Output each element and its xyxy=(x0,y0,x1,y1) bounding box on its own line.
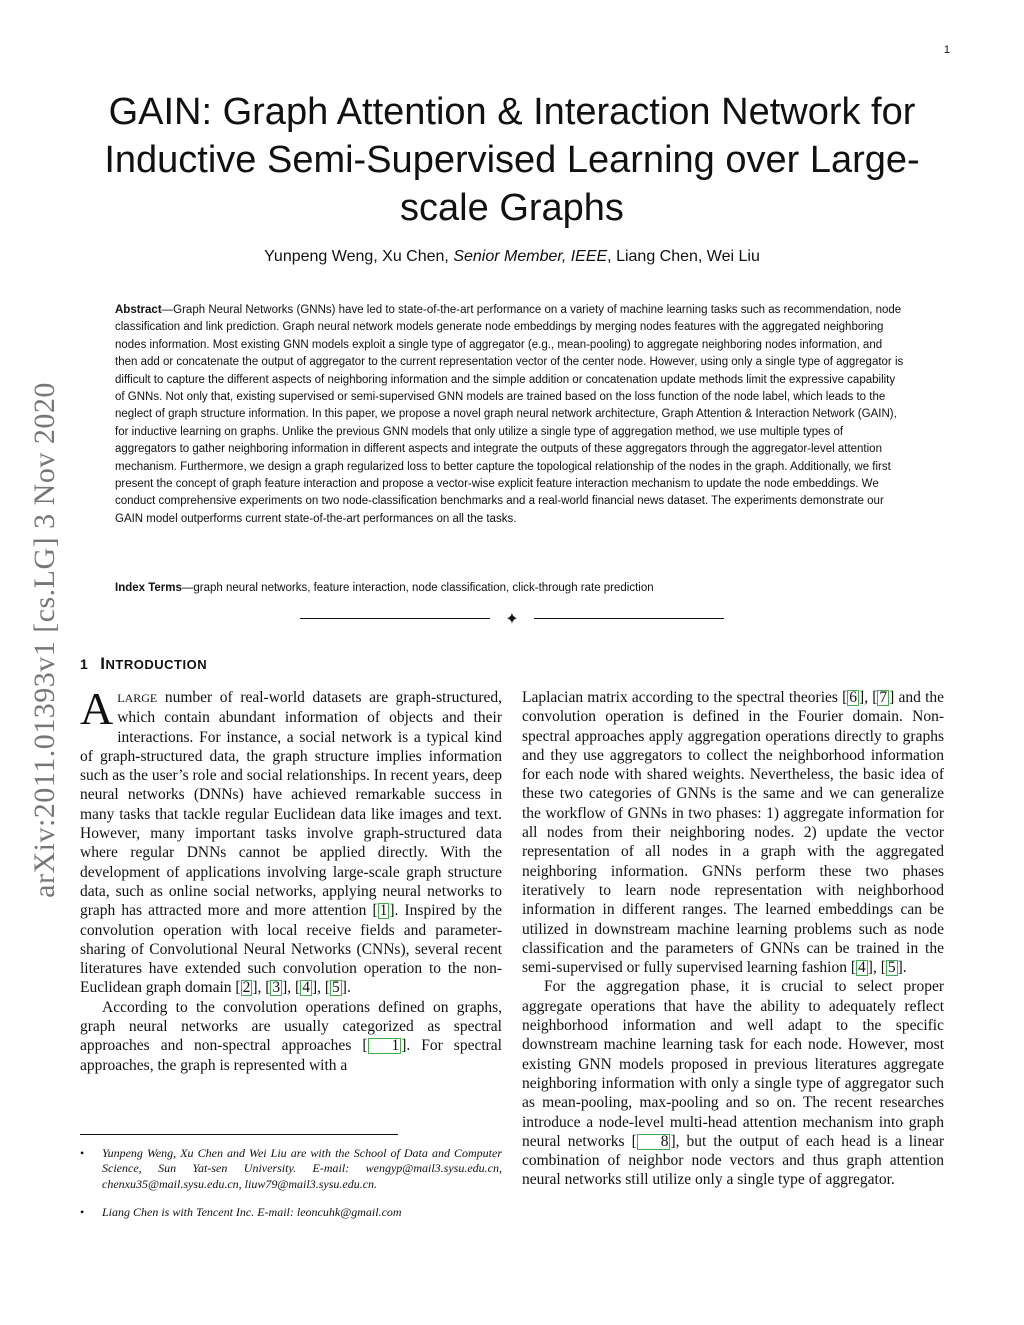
text-segment: Laplacian matrix according to the spectral theories xyxy=(522,689,843,706)
abstract xyxy=(115,302,907,528)
intro-paragraph-4: For the aggregation phase, it is crucial to select proper aggregate operations that have the ability to adequately reflect neighborhood information and well adapt to the specific downstream machine learning task for each node. However, most existing GNN models proposed in previous literatures aggregate neighboring information with only a single type of aggregator such as mean-pooling, max-pooling and so on. The recent researches introduce a node-level multi-head attention mechanism into graph neural networks [ 8 ], but the output of each head is a linear combination of neighbor node vectors and thus graph attention neural networks still utilize only a single type of aggregator. xyxy=(522,978,944,1189)
citation-link[interactable]: 1 xyxy=(379,902,388,920)
bullet-icon: • xyxy=(80,1146,85,1160)
section-heading xyxy=(80,654,207,674)
intro-paragraph-3: Laplacian matrix according to the spectral theories [ 6 ], [ 7 ] and the convolution operation is defined in the Fourier domain. Non-spectral approaches apply aggregation operations directly to graphs and they use aggregators to collect the neighborhood information for each node with shared weights. Nevertheless, the basic idea of these two categories of GNNs is the same and we can generalize the workflow of GNNs in two phases: 1) aggregate information for all nodes from their neighboring nodes. 2) update the vector representation of all nodes in a graph with the aggregated neighboring information. GNNs perform these two phases iteratively to learn node representation with neighborhood information in different ranges. The learned embeddings can be utilized in downstream machine learning problems such as node classification and the parameters of GNNs can be trained in the semi-supervised or fully supervised learning fashion [ 4 ], [ 5 ]. xyxy=(522,689,945,977)
divider-rule-left xyxy=(300,618,490,619)
author-names-rest: , Liang Chen, Wei Liu xyxy=(607,248,760,265)
bullet-icon: • xyxy=(80,1204,85,1219)
text-segment: For the aggregation phase, it is crucial to select proper aggregate operations that have the ability to adequately reflect neighborhood information and well adapt to the specific downstream machine learning task for each node. However, most existing GNN models proposed in previous literatures aggregate neighboring information with only a single type of aggregator such as mean-pooling, max-pooling and so on. The recent researches introduce a node-level multi-head attention mechanism into graph neural networks xyxy=(522,978,944,1150)
citation-link[interactable]: 3 xyxy=(272,979,281,997)
text-segment: number of real-world datasets are graph-structured, which contain abundant information of objects and their interactions. For instance, a social network is a typical kind of graph-structured data, the graph structure implies information such as the user’s role and social relationships. In recent years, deep neural networks (DNNs) have achieved remarkable success in many tasks that tackle regular Euclidean data like images and text. However, many important tasks involve graph-structured data where regular DNNs cannot be applied directly. With the development of applications involving large-scale graph structure data, such as online social networks, applying neural networks to graph has attracted more and more attention xyxy=(80,689,502,920)
divider-rule-right xyxy=(534,618,724,619)
footnote-rule xyxy=(80,1134,398,1135)
text-segment: and the convolution operation is defined in the Fourier domain. Non-spectral approaches apply aggregation operations directly to graphs and they use aggregators to collect the neighborhood information for each node with shared weights. Nevertheless, the basic idea of these two categories of GNNs is the same and we can generalize the workflow of GNNs in two phases: 1) aggregate information for all nodes from their neighboring nodes. 2) update the vector representation of all nodes in a graph with the aggregated neighboring information. GNNs perform these two phases iteratively to learn node representation with neighborhood information in different ranges. The learned embeddings can be utilized in downstream machine learning problems such as node classification and the parameters of GNNs can be trained in the semi-supervised or fully supervised learning fashion xyxy=(522,689,945,977)
index-terms-text: —graph neural networks, feature interaction, node classification, click-through rate prediction xyxy=(181,582,654,594)
footnote-text: Yunpeng Weng, Xu Chen and Wei Liu are with the School of Data and Computer Science, Sun Yat-sen University. E-mail: wengyp@mail3.sysu.edu.cn, chenxu35@mail.sysu.edu.cn, liuw79@mail3.sysu.edu.cn. xyxy=(102,1146,502,1191)
footnote-text: Liang Chen is with Tencent Inc. E-mail: leoncuhk@gmail.com xyxy=(102,1204,402,1219)
footnote-item xyxy=(80,1146,502,1192)
section-title: NTRODUCTION xyxy=(105,657,208,672)
citation-link[interactable]: 6 xyxy=(849,689,858,706)
text-segment: , but the output of each head is a linear combination of neighbor node vectors and thus graph attention neural networks still utilize only a single type of aggregator. xyxy=(522,1132,944,1189)
citation-link[interactable]: 4 xyxy=(858,959,866,977)
citation-link[interactable]: 7 xyxy=(879,689,888,706)
citation-link[interactable]: 5 xyxy=(887,959,896,977)
first-word: LARGE xyxy=(117,691,158,705)
text-segment: . For spectral approaches, the graph is represented with a xyxy=(80,1037,502,1074)
author-list xyxy=(90,248,934,266)
page-number: 1 xyxy=(943,44,950,56)
author-role: Senior Member, IEEE xyxy=(453,248,608,265)
citation-link[interactable]: 8 xyxy=(637,1134,671,1150)
footnotes xyxy=(80,1146,502,1233)
arxiv-stamp: arXiv:2011.01393v1 [cs.LG] 3 Nov 2020 xyxy=(28,382,61,898)
text-segment: According to the convolution operations defined on graphs, graph neural networks are usually categorized as spectral approaches and non-spectral approaches xyxy=(80,998,502,1055)
section-divider xyxy=(300,609,724,628)
author-names: Yunpeng Weng, Xu Chen, xyxy=(264,248,454,265)
citation-link[interactable]: 4 xyxy=(302,979,310,997)
abstract-label: Abstract xyxy=(115,304,162,316)
divider-diamond-icon: ✦ xyxy=(505,609,519,628)
text-segment: . Inspired by the convolution operation with local receive fields and parameter-sharing of Convolutional Neural Networks (CNNs), several recent literatures have extended such convolution operation to the non-Euclidean graph domain xyxy=(80,902,502,997)
left-column xyxy=(80,683,502,1075)
paper-title: GAIN: Graph Attention & Interaction Network for Inductive Semi-Supervised Learning over Large-scale Graphs xyxy=(104,91,920,229)
index-terms xyxy=(115,580,907,597)
index-terms-label: Index Terms xyxy=(115,582,182,594)
intro-paragraph-1: ALARGE number of real-world datasets are graph-structured, which contain abundant information of objects and their interactions. For instance, a social network is a typical kind of graph-structured data, the graph structure implies information such as the user’s role and social relationships. In recent years, deep neural networks (DNNs) have achieved remarkable success in many tasks that tackle regular Euclidean data like images and text. However, many important tasks involve graph-structured data where regular DNNs cannot be applied directly. With the development of applications involving large-scale graph structure data, such as online social networks, applying neural networks to graph has attracted more and more attention [ 1 ]. Inspired by the convolution operation with local receive fields and parameter-sharing of Convolutional Neural Networks (CNNs), several recent literatures have extended such convolution operation to the non-Euclidean graph domain [ 2 ], [ 3 ], [ 4 ], [ 5 ]. xyxy=(80,683,502,997)
citation-link[interactable]: 2 xyxy=(242,979,251,997)
drop-cap: A xyxy=(80,683,114,734)
section-title-initial: I xyxy=(100,654,106,673)
footnote-item xyxy=(80,1205,502,1220)
abstract-text: —Graph Neural Networks (GNNs) have led to state-of-the-art performance on a variety of machine learning tasks such as recommendation, node classification and link prediction. Graph neural network models generate node embeddings by merging nodes features with the aggregated neighboring nodes information. Most existing GNN models exploit a single type of aggregator (e.g., mean-pooling) to aggregate neighboring nodes information, and then add or concatenate the output of aggregator to the current representation vector of the center node. However, using only a single type of aggregator is difficult to capture the different aspects of neighboring information and the simple addition or concatenation update methods limit the expressive capability of GNNs. Not only that, existing supervised or semi-supervised GNN models are trained based on the loss function of the node label, which leads to the neglect of graph structure information. In this paper, we propose a novel graph neural network architecture, Graph Attention & Interaction Network (GAIN), for inductive learning on graphs. Unlike the previous GNN models that only utilize a single type of aggregation method, we use multiple types of aggregators to gather neighboring information in different aspects and integrate the outputs of these aggregators through the aggregator-level attention mechanism. Furthermore, we design a graph regularized loss to better capture the topological relationship of the nodes in the graph. Additionally, we first present the concept of graph feature interaction and propose a vector-wise explicit feature interaction mechanism to update the node embeddings. We conduct comprehensive experiments on two node-classification benchmarks and a real-world financial news dataset. The experiments demonstrate our GAIN model outperforms current state-of-the-art performances on all the tasks. xyxy=(115,304,904,525)
citation-link[interactable]: 1 xyxy=(368,1038,402,1054)
right-column xyxy=(522,688,944,1190)
section-number: 1 xyxy=(80,656,89,672)
intro-paragraph-2: According to the convolution operations defined on graphs, graph neural networks are usually categorized as spectral approaches and non-spectral approaches [ 1 ]. For spectral approaches, the graph is represented with a xyxy=(80,998,502,1074)
citation-link[interactable]: 5 xyxy=(332,979,340,997)
